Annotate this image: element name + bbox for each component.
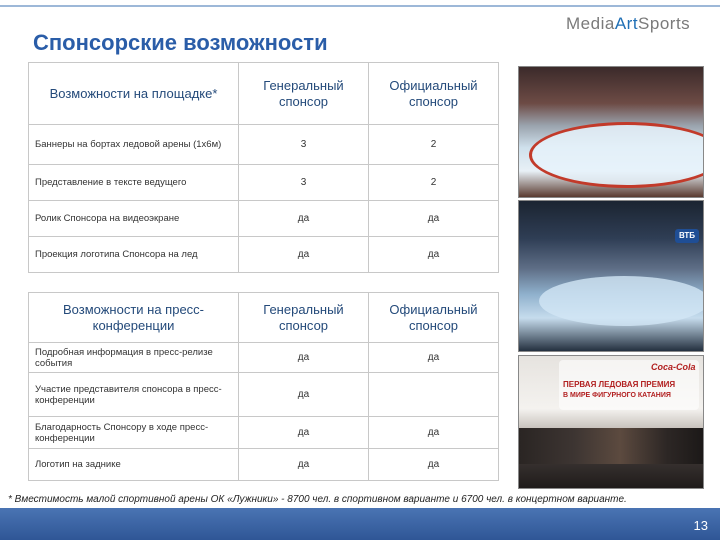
column-header-official-sponsor: Официальный спонсор bbox=[369, 293, 499, 343]
row-label: Логотип на заднике bbox=[29, 449, 239, 481]
column-header-official-sponsor: Официальный спонсор bbox=[369, 63, 499, 125]
general-sponsor-value: да bbox=[239, 417, 369, 449]
company-logo bbox=[566, 14, 690, 34]
ice-rink bbox=[529, 122, 704, 188]
column-header-general-sponsor: Генеральный спонсор bbox=[239, 293, 369, 343]
general-sponsor-value: да bbox=[239, 201, 369, 237]
page-number: 13 bbox=[693, 518, 708, 533]
coca-cola-logo: Coca-Cola bbox=[651, 362, 696, 372]
column-header-opportunities: Возможности на пресс-конференции bbox=[29, 293, 239, 343]
table-row bbox=[29, 125, 499, 165]
official-sponsor-value: 2 bbox=[369, 125, 499, 165]
row-label: Проекция логотипа Спонсора на лед bbox=[29, 237, 239, 273]
ice-rink bbox=[539, 276, 704, 326]
table-row bbox=[29, 201, 499, 237]
venue-opportunities-table bbox=[28, 62, 499, 273]
speakers-table bbox=[519, 428, 703, 464]
banner-text: ПЕРВАЯ ЛЕДОВАЯ ПРЕМИЯ bbox=[563, 380, 676, 389]
table-row bbox=[29, 343, 499, 373]
general-sponsor-value: 3 bbox=[239, 165, 369, 201]
column-header-general-sponsor: Генеральный спонсор bbox=[239, 63, 369, 125]
general-sponsor-value: да bbox=[239, 343, 369, 373]
official-sponsor-value: да bbox=[369, 449, 499, 481]
logo-text-media: Media bbox=[566, 14, 615, 33]
footer-bar bbox=[0, 508, 720, 540]
table-row bbox=[29, 237, 499, 273]
row-label: Подробная информация в пресс-релизе события bbox=[29, 343, 239, 373]
general-sponsor-value: да bbox=[239, 373, 369, 417]
official-sponsor-value bbox=[369, 373, 499, 417]
row-label: Представление в тексте ведущего bbox=[29, 165, 239, 201]
table-header-row bbox=[29, 293, 499, 343]
table-row bbox=[29, 165, 499, 201]
press-conference-table bbox=[28, 292, 499, 481]
official-sponsor-value: да bbox=[369, 343, 499, 373]
table-row bbox=[29, 417, 499, 449]
logo-text-art: Art bbox=[614, 14, 639, 33]
arena-ice-projection-photo bbox=[518, 200, 704, 352]
row-label: Участие представителя спонсора в пресс-конференции bbox=[29, 373, 239, 417]
table-row bbox=[29, 449, 499, 481]
row-label: Ролик Спонсора на видеоэкране bbox=[29, 201, 239, 237]
row-label: Благодарность Спонсору в ходе пресс-конференции bbox=[29, 417, 239, 449]
general-sponsor-value: да bbox=[239, 237, 369, 273]
press-conference-photo bbox=[518, 355, 704, 489]
sponsor-logo-badge: ВТБ bbox=[675, 229, 699, 243]
event-banner bbox=[559, 360, 699, 410]
row-label: Баннеры на бортах ледовой арены (1х6м) bbox=[29, 125, 239, 165]
general-sponsor-value: 3 bbox=[239, 125, 369, 165]
arena-photo bbox=[518, 66, 704, 198]
table-header-row bbox=[29, 63, 499, 125]
footnote: * Вместимость малой спортивной арены ОК «Лужники» - 8700 чел. в спортивном варианте и 6700 чел. в концертном варианте. bbox=[8, 494, 627, 505]
table-row bbox=[29, 373, 499, 417]
column-header-opportunities: Возможности на площадке* bbox=[29, 63, 239, 125]
official-sponsor-value: 2 bbox=[369, 165, 499, 201]
banner-text: В МИРЕ ФИГУРНОГО КАТАНИЯ bbox=[563, 392, 671, 399]
general-sponsor-value: да bbox=[239, 449, 369, 481]
official-sponsor-value: да bbox=[369, 201, 499, 237]
official-sponsor-value: да bbox=[369, 237, 499, 273]
logo-text-sports: Sports bbox=[638, 14, 691, 33]
top-divider bbox=[0, 5, 720, 7]
page-title: Спонсорские возможности bbox=[33, 30, 328, 55]
official-sponsor-value: да bbox=[369, 417, 499, 449]
